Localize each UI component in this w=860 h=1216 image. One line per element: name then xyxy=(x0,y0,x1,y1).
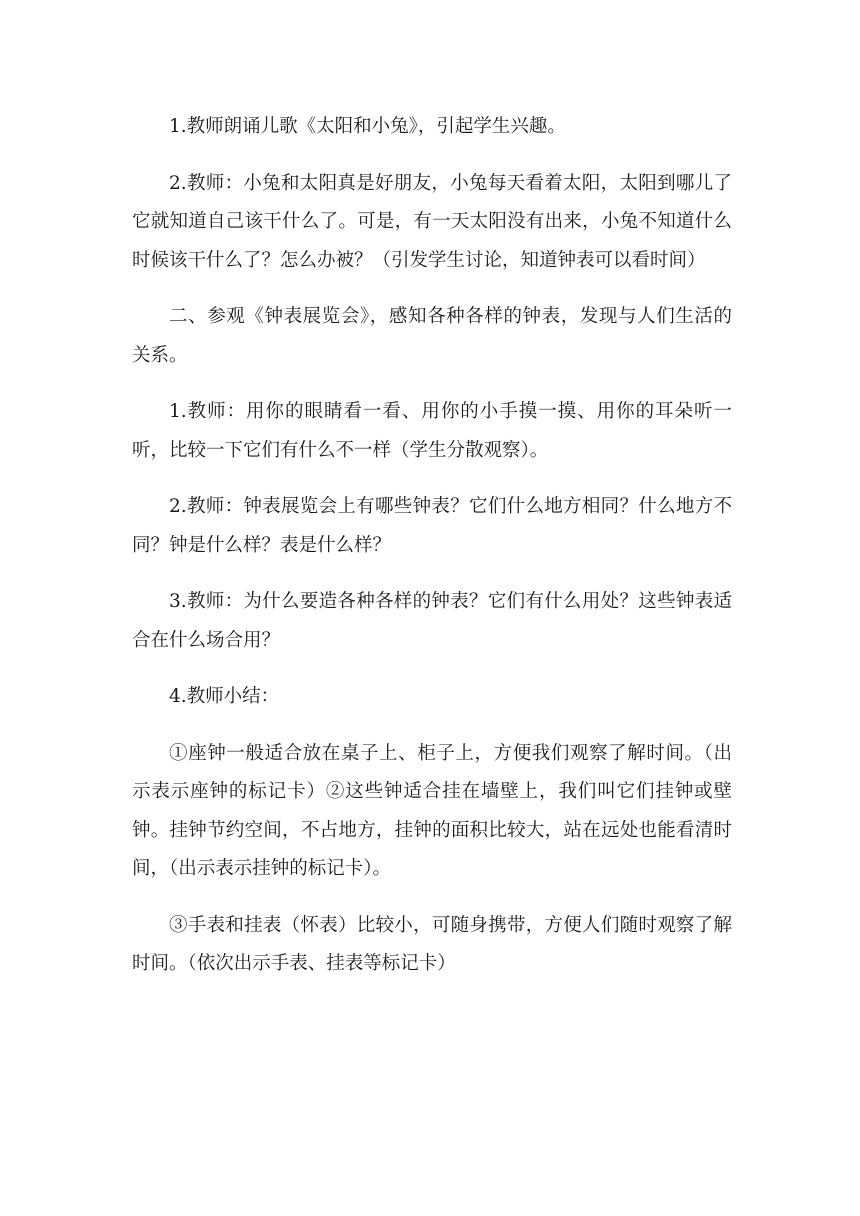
section-heading-2: 二、参观《钟表展览会》，感知各种各样的钟表，发现与人们生活的关系。 xyxy=(132,306,732,366)
document-body xyxy=(132,108,732,1002)
paragraph-observe: 1.教师：用你的眼睛看一看、用你的小手摸一摸、用你的耳朵听一听，比较一下它们有什么不一样（学生分散观察）。 xyxy=(132,401,732,461)
paragraph-watches: ③手表和挂表（怀表）比较小，可随身携带，方便人们随时观察了解时间。（依次出示手表、挂表等标记卡） xyxy=(132,914,732,974)
paragraph-step-1: 1.教师朗诵儿歌《太阳和小兔》，引起学生兴趣。 xyxy=(169,116,566,137)
paragraph-questions-1: 2.教师：钟表展览会上有哪些钟表？它们什么地方相同？什么地方不同？钟是什么样？表是什么样？ xyxy=(132,496,732,556)
paragraph-summary-heading: 4.教师小结： xyxy=(169,686,280,707)
paragraph-step-2: 2.教师：小兔和太阳真是好朋友，小兔每天看着太阳，太阳到哪儿了它就知道自己该干什么了。可是，有一天太阳没有出来，小兔不知道什么时候该干什么了？怎么办被？（引发学生讨论，知道钟表可以看时间） xyxy=(132,172,732,271)
paragraph-questions-2: 3.教师：为什么要造各种各样的钟表？它们有什么用处？这些钟表适合在什么场合用？ xyxy=(132,591,732,651)
paragraph-clocks: ①座钟一般适合放在桌子上、柜子上，方便我们观察了解时间。（出示表示座钟的标记卡）②这些钟适合挂在墙壁上，我们叫它们挂钟或壁钟。挂钟节约空间，不占地方，挂钟的面积比较大，站在远处也能看清时间，（出示表示挂钟的标记卡）。 xyxy=(132,742,732,879)
